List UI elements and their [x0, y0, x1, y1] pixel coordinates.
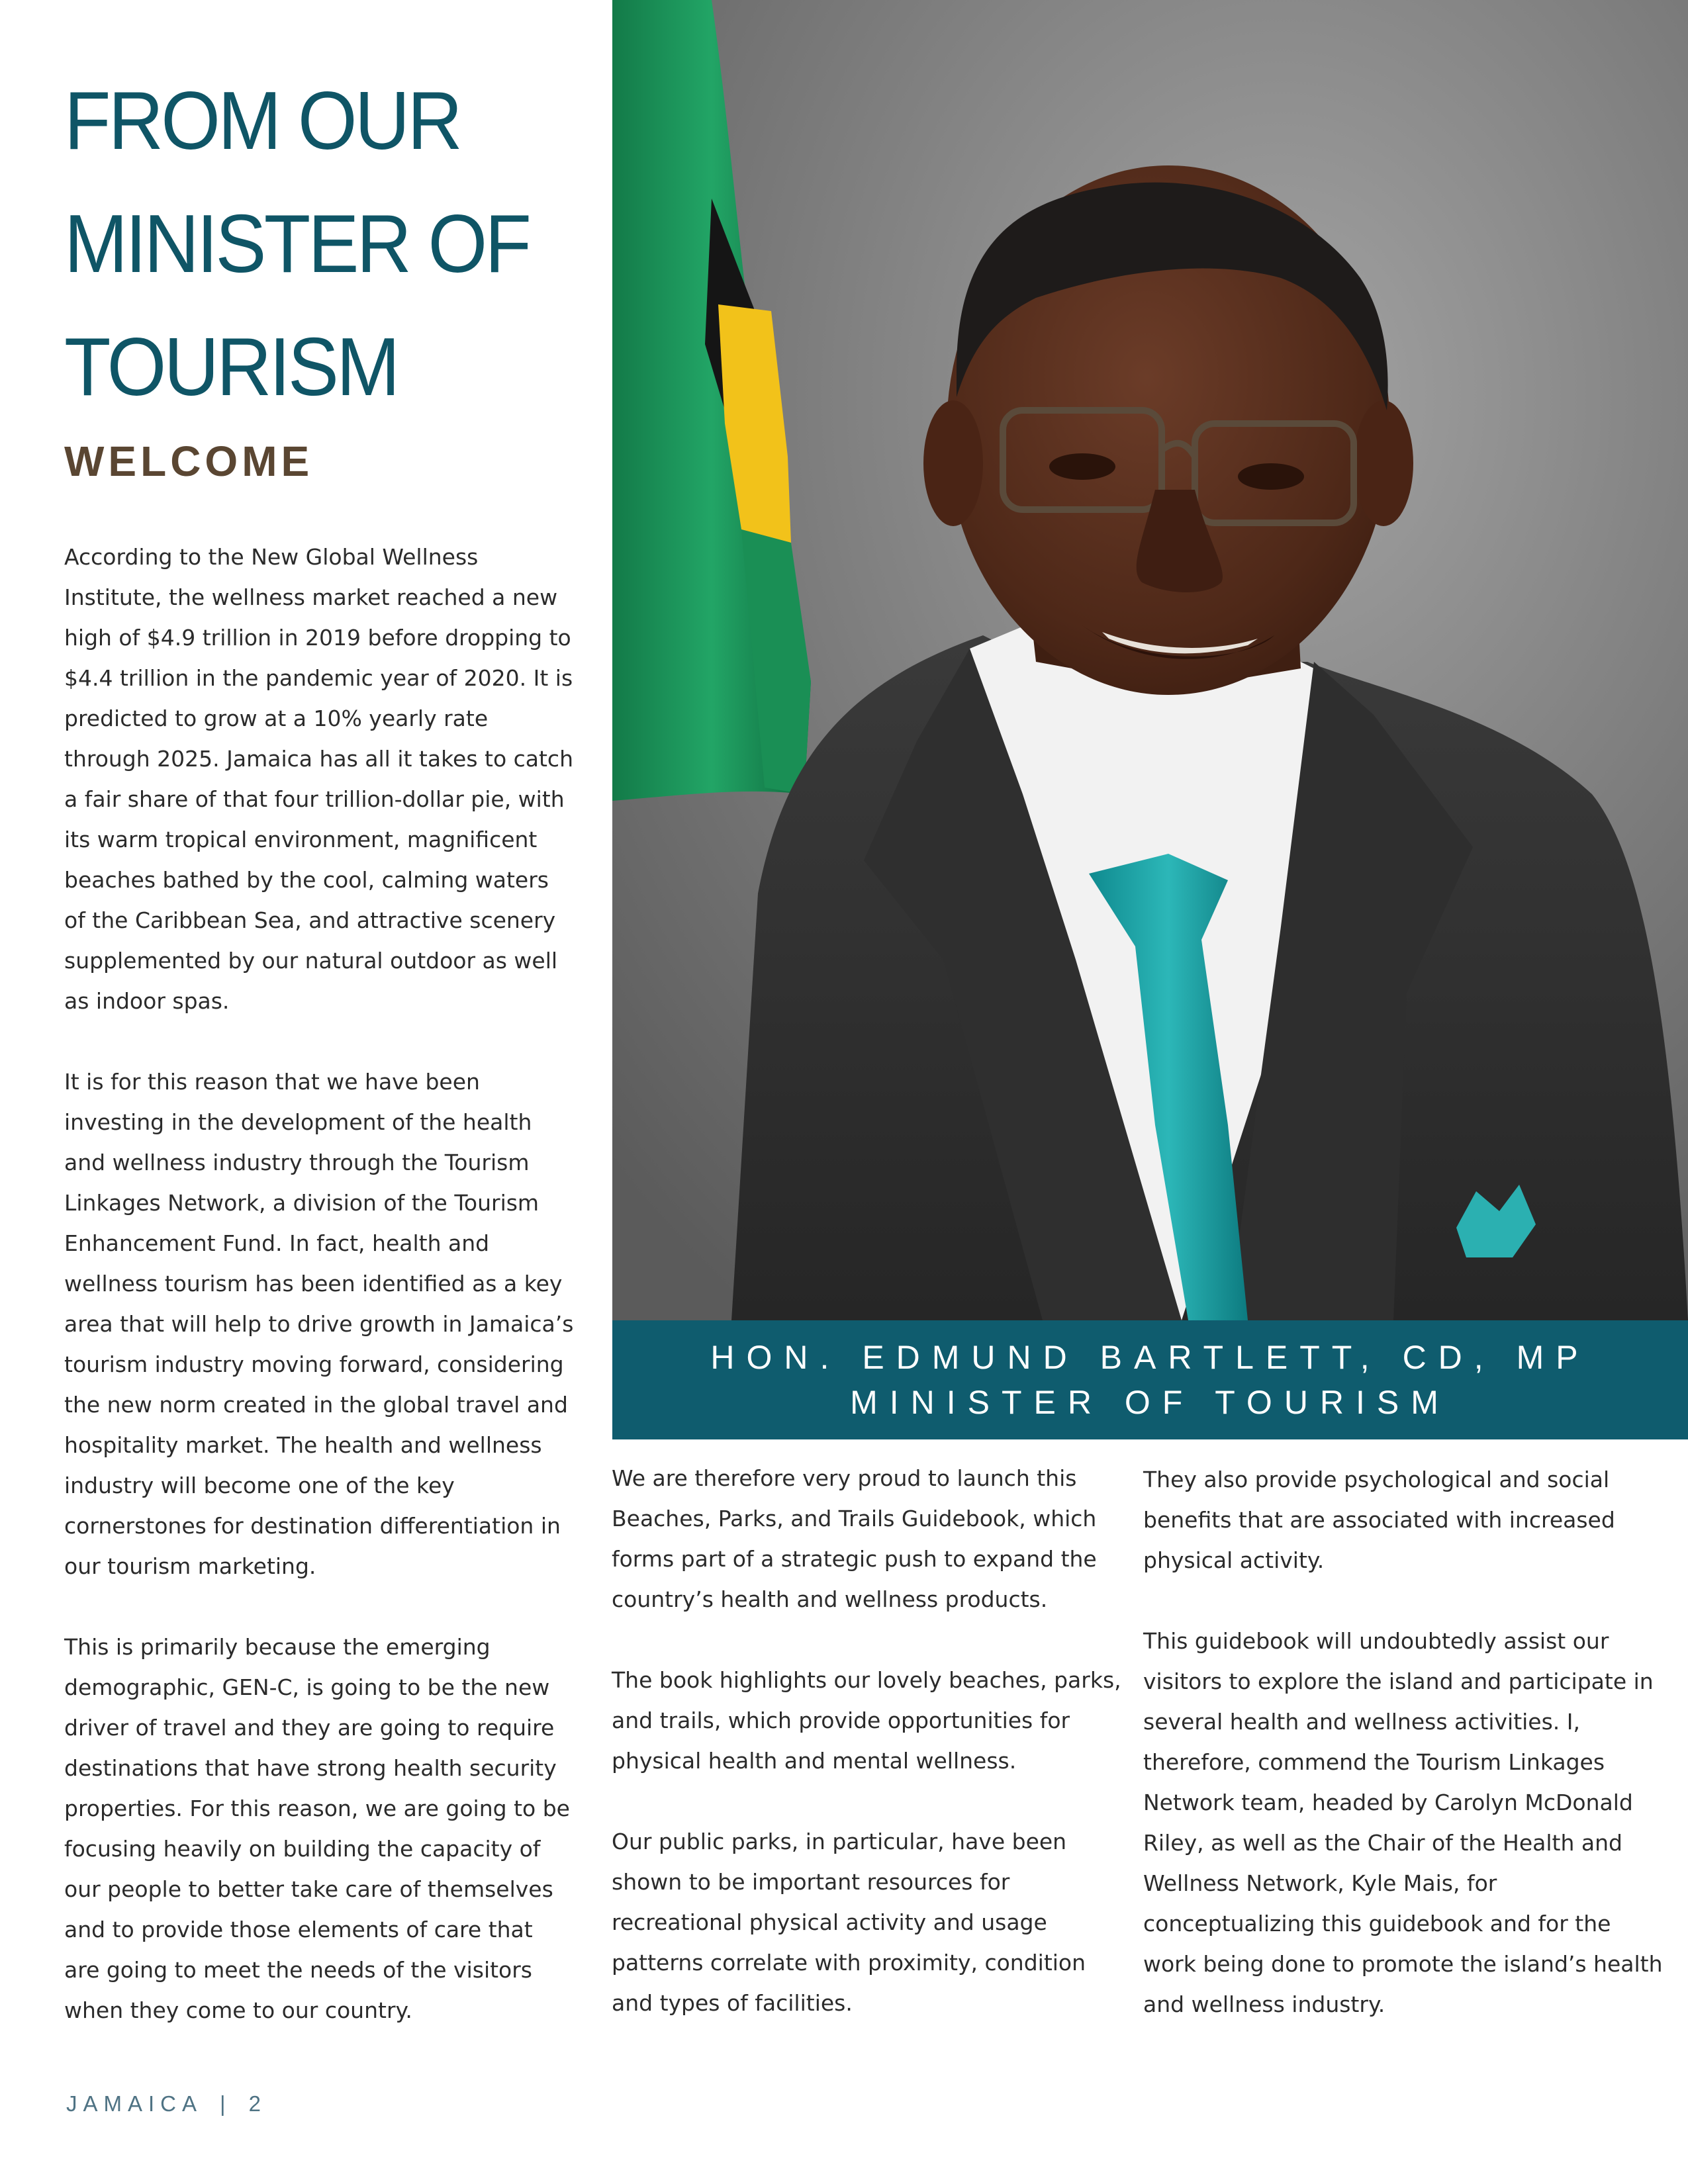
title-line: FROM OUR — [64, 75, 461, 167]
paragraph: The book highlights our lovely beaches, parks, and trails, which provide opportunities for physical health and mental wellness. — [612, 1667, 1121, 1774]
paragraph: This guidebook will undoubtedly assist our visitors to explore the island and participate in several health and wellness activities. I, therefore, commend the Tourism Linkages Network team, headed by Carolyn McDonald Riley, as well as the Chair of the Health and Wellness Network, Kyle Mais, for conceptualizing this guidebook and for the work being done to promote the island’s health and wellness industry. — [1143, 1628, 1663, 2017]
body-column-2 — [612, 1458, 1121, 2064]
paragraph: This is primarily because the emerging demographic, GEN-C, is going to be the new driver of travel and they are going to require destinations that have strong health security properties. For this reason, we are going to be focusing heavily on building the capacity of our people to better take care of themselves and to provide those elements of care that are going to meet the needs of the visitors when they come to our country. — [64, 1634, 570, 2023]
paragraph: According to the New Global Wellness Institute, the wellness market reached a new high of $4.9 trillion in 2019 before dropping to $4.4 trillion in the pandemic year of 2020. It is predicted to grow at a 10% yearly rate through 2025. Jamaica has all it takes to catch a fair share of that four trillion-dollar pie, with its warm tropical environment, magnificent beaches bathed by the cool, calming waters of the Caribbean Sea, and attractive scenery supplemented by our natural outdoor as well as indoor spas. — [64, 544, 573, 1014]
body-column-1 — [64, 537, 574, 2071]
caption-role: MINISTER OF TOURISM — [850, 1384, 1450, 1421]
caption-band — [612, 1320, 1688, 1439]
body-column-3 — [1143, 1459, 1666, 2065]
paragraph: It is for this reason that we have been investing in the development of the health and wellness industry through the Tourism Linkages Network, a division of the Tourism Enhancement Fund. In fact, health and wellness tourism has been identified as a key area that will help to drive growth in Jamaica’s tourism industry moving forward, considering the new norm created in the global travel and hospitality market. The health and wellness industry will become one of the key cornerstones for destination differentiation in our tourism marketing. — [64, 1069, 574, 1579]
paragraph: They also provide psychological and social benefits that are associated with increased physical activity. — [1143, 1467, 1615, 1573]
paragraph: We are therefore very proud to launch this Beaches, Parks, and Trails Guidebook, which forms part of a strategic push to expand the country’s health and wellness products. — [612, 1465, 1097, 1612]
page-footer — [66, 2091, 267, 2116]
title-line: MINISTER OF — [64, 199, 530, 290]
page-title — [64, 60, 544, 429]
paragraph: Our public parks, in particular, have been shown to be important resources for recreational physical activity and usage patterns correlate with proximity, condition and types of facilities. — [612, 1829, 1086, 2016]
title-line: TOURISM — [64, 322, 398, 413]
footer-separator: | — [220, 2091, 232, 2116]
caption-name: HON. EDMUND BARTLETT, CD, MP — [710, 1339, 1590, 1376]
footer-label: JAMAICA — [66, 2091, 203, 2116]
minister-portrait — [612, 0, 1688, 1320]
portrait-illustration — [612, 0, 1688, 1320]
page-number: 2 — [248, 2091, 267, 2116]
section-subtitle: WELCOME — [64, 437, 314, 485]
